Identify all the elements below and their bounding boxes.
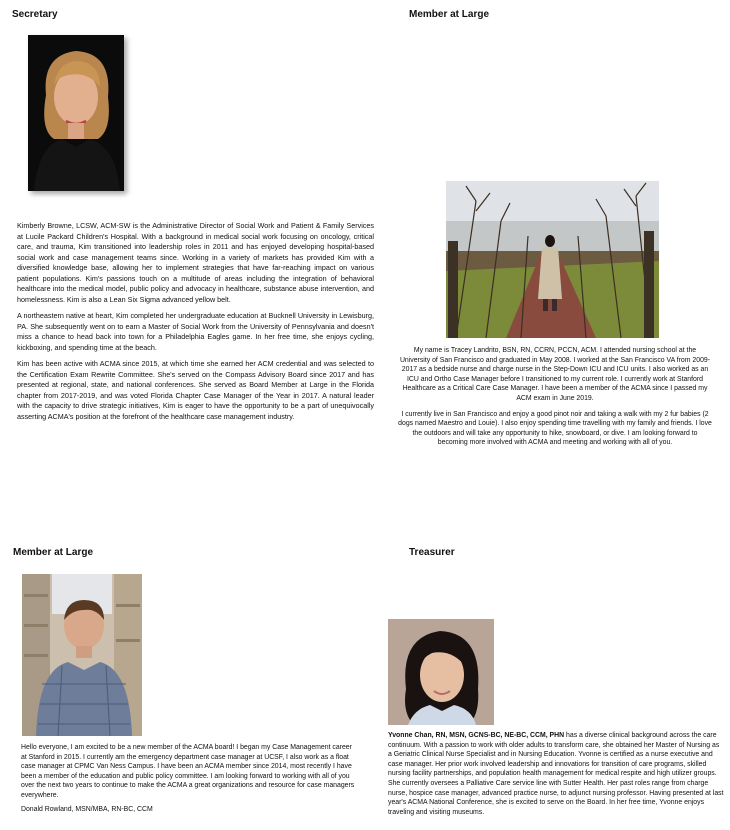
member-at-large-1-bio-paragraph-1: My name is Tracey Landrito, BSN, RN, CCRN, PCCN, ACM. I attended nursing school at the University of San Francisco and graduated in May 2008. I worked at the San Francisco VA from 2009-2017 as a bedside nurse and charge nurse in the Step-Down ICU and ICU units. I also worked as an ICU and Ortho Case Manager before I transitioned to my current role. I currently work at Stanford Healthcare as a Critical Care Case Manager. I have been a member of the ACMA since I passed my ACM exam in June 2019. [399, 347, 711, 402]
member-at-large-2-signature: Donald Rowland, MSN/MBA, RN-BC, CCM [21, 805, 153, 813]
heading-treasurer: Treasurer [409, 547, 455, 558]
member-at-large-2-bio [21, 743, 358, 814]
photo-woman-in-vineyard-icon [446, 181, 659, 338]
portrait-photo-woman-dark-hair-icon [388, 619, 494, 725]
member-at-large-1-bio-paragraph-2: I currently live in San Francisco and enjoy a good pinot noir and taking a walk with my 2 fur babies (2 dogs named Maestro and Louie). I also enjoy spending time travelling with my family and friends. I love the outdoors and will take any opportunity to hike, snowboard, or dive. I am looking forward to becoming more involved with ACMA and meeting and working with all of you. [398, 410, 712, 447]
member-at-large-2-bio-paragraph-1: Hello everyone, I am excited to be a new member of the ACMA board! I began my Case Management career at Stanford in 2015. I currently am the emergency department case manager at UCSF, I also work as a float case manager at CPMC Van Ness Campus. I have been an ACMA member since 2014, most recently I have been a member of the education and public policy committee. I am looking forward to working with all of you over the next two years to continue to make the ACMA a great organizations and resource for case managers everywhere. [21, 744, 355, 799]
heading-member-at-large-2: Member at Large [13, 547, 94, 558]
portrait-photo-man-plaid-shirt-icon [22, 574, 142, 736]
secretary-bio-paragraph-3: Kim has been active with ACMA since 2015, at which time she earned her ACM credential and was selected to the Certification Exam Rewrite Committee. She's served on the Compass Advisory Board since 2017 and has presented at regional, state, and national conferences. She served as Board Member at Large in the Florida chapter from 2017-2019, and was voted Florida Chapter Case Manager of the Year in 2017. A natural leader with the capacity to drive strategic initiatives, Kim is eager to have the opportunity to be a part of unequivocally asserting ACMA's position at the forefront of the healthcare case management industry. [17, 359, 374, 421]
treasurer-bio [388, 731, 725, 817]
portrait-photo-woman-blonde-icon [28, 35, 124, 191]
secretary-bio-paragraph-2: A northeastern native at heart, Kim completed her undergraduate education at Bucknell University in Lewisburg, PA. She subsequently went on to earn a Master of Social Work from the University of Pennsylvania and doesn't miss a chance to head back into town for a Philadelphia Eagles game. In her free time, she enjoys cycling, kickboxing, and spending time at the beach. [17, 311, 374, 352]
secretary-bio-paragraph-1: Kimberly Browne, LCSW, ACM-SW is the Administrative Director of Social Work and Patient & Family Services at Lucile Packard Children's Hospital. With a background in medical social work focusing on oncology, critical care, and trauma, Kim transitioned into leadership roles in 2011 and has enjoyed developing hospital-based social work and case management teams since. Working in a variety of markets has provided Kim with a diversified knowledge base, allowing her to implement strategies that have far-reaching impact on various patient populations. Kim's passions touch on a multitude of areas including the integration of behavioral healthcare into the medical model, public policy and advocacy in healthcare, substance abuse intervention, and homelessness. Kim is also a Lean Six Sigma advanced yellow belt. [17, 221, 374, 304]
heading-secretary: Secretary [12, 9, 58, 20]
heading-member-at-large-1: Member at Large [409, 9, 490, 20]
member-at-large-1-bio [398, 346, 712, 448]
treasurer-bio-paragraph [388, 731, 725, 817]
treasurer-bio-text: has a diverse clinical background across the care continuum. With a passion to work with older adults to transform care, she obtained her Master of Nursing as a Geriatric Clinical Nurse Specialist and in Nursing Education. Yvonne is certified as a nurse executive and case manager. Her prior work involved leadership and innovations for transition of care programs, skilled nursing facility partnerships, and population health management for medical respite and high utilizer groups. She currently oversees a Palliative Care service line with Sutter Health. Her past roles range from charge nurse, hospice case manager, advanced practice nurse, to adjunct nursing professor. Having presented at last year's ACMA National Conference, she is excited to serve on the Board. In her free time, Yvonne enjoys traveling and visiting museums. [388, 732, 724, 816]
treasurer-name: Yvonne Chan, RN, MSN, GCNS-BC, NE-BC, CCM, PHN [388, 732, 565, 739]
secretary-bio [17, 221, 374, 422]
